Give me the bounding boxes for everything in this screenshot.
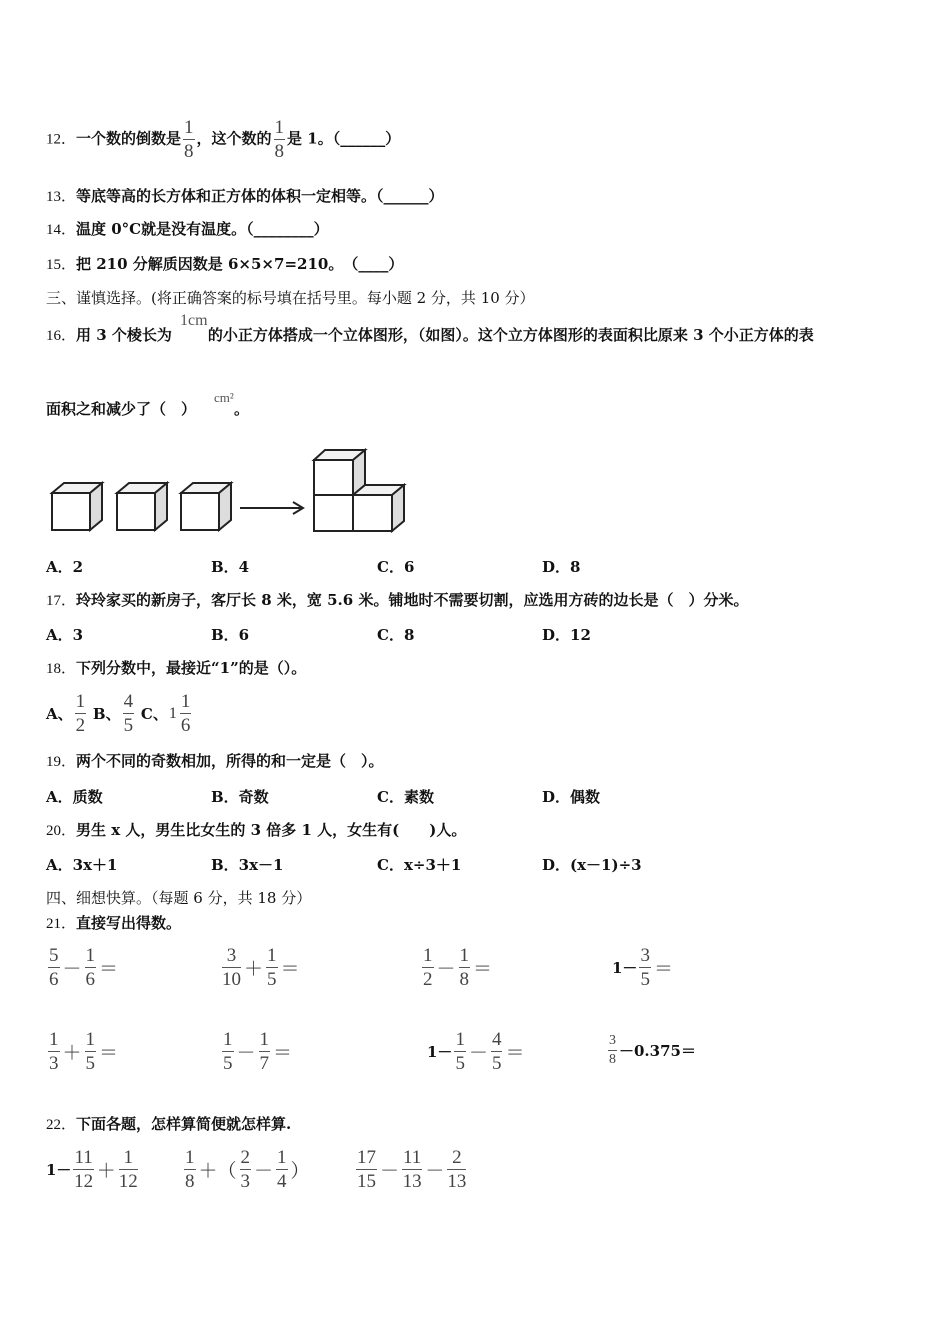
question-18: 18．下列分数中，最接近“1”的是（）。 xyxy=(46,659,307,677)
option-b[interactable]: B．奇数 xyxy=(211,788,269,806)
question-19: 19．两个不同的奇数相加，所得的和一定是（ ）。 xyxy=(46,752,384,770)
calc-expression: $\frac{1}{8}$ ＋（ $\frac{2}{3}$ － $\frac{1}{4}$ ） xyxy=(185,1147,310,1192)
option-a[interactable]: A．3 xyxy=(46,626,84,644)
option-d[interactable]: D．偶数 xyxy=(542,788,601,806)
question-12: 12．一个数的倒数是 $\frac{1}{8}$ ，这个数的 $\frac{1}{8}$ 是 1。（______） xyxy=(46,117,401,162)
section-3-heading: 三、谨慎选择。(将正确答案的标号填在括号里。每小题 2 分，共 10 分） xyxy=(46,289,535,307)
question-20: 20．男生 x 人，男生比女生的 3 倍多 1 人，女生有( )人。 xyxy=(46,821,467,839)
calc-expression: $\frac{3}{10}$ ＋ $\frac{1}{5}$ ＝ xyxy=(222,945,300,990)
option-a[interactable]: A．3x＋1 xyxy=(46,856,118,874)
q18-options: A、 $\frac{1}{2}$ B、 $\frac{4}{5}$ C、1 $\frac{1}{6}$ xyxy=(46,691,191,736)
question-16-line2: 面积之和减少了（ ） 。 xyxy=(46,400,250,418)
calc-expression: 1－ $\frac{1}{5}$ － $\frac{4}{5}$ ＝ xyxy=(427,1029,525,1074)
question-22: 22．下面各题，怎样算简便就怎样算. xyxy=(46,1115,292,1133)
section-4-heading: 四、细想快算。（每题 6 分，共 18 分） xyxy=(46,889,312,907)
fraction-a[interactable]: $\frac{1}{2}$ xyxy=(75,691,86,736)
option-c[interactable]: C．素数 xyxy=(377,788,434,806)
calc-expression: $\frac{1}{2}$ － $\frac{1}{8}$ ＝ xyxy=(423,945,493,990)
option-b[interactable]: B．6 xyxy=(211,626,250,644)
cube-figure xyxy=(40,440,420,540)
question-21: 21．直接写出得数。 xyxy=(46,914,182,932)
calc-expression: 1－ $\frac{11}{12}$ ＋ $\frac{1}{12}$ xyxy=(46,1147,138,1192)
calc-expression: $\frac{17}{15}$ － $\frac{11}{13}$ － $\frac{2}{13}$ xyxy=(357,1147,467,1192)
fraction: $\frac{1}{8}$ xyxy=(274,117,285,162)
option-d[interactable]: D．8 xyxy=(542,558,581,576)
fraction-b[interactable]: $\frac{4}{5}$ xyxy=(123,691,134,736)
option-c[interactable]: C．6 xyxy=(377,558,415,576)
option-a[interactable]: A．2 xyxy=(46,558,84,576)
question-16-line1: 16．用 3 个棱长为 的小正方体搭成一个立体图形，（如图）。这个立方体图形的表面积比原来 3 个小正方体的表 xyxy=(46,326,814,344)
question-13: 13．等底等高的长方体和正方体的体积一定相等。（______） xyxy=(46,187,444,205)
fraction: $\frac{1}{8}$ xyxy=(184,117,194,162)
option-c[interactable]: C．x÷3＋1 xyxy=(377,856,462,874)
unit-cm: 1cm xyxy=(180,312,208,329)
calc-expression: $\frac{5}{6}$ － $\frac{1}{6}$ ＝ xyxy=(49,945,119,990)
calc-expression: $\frac{1}{3}$ ＋ $\frac{1}{5}$ ＝ xyxy=(49,1029,119,1074)
question-15: 15．把 210 分解质因数是 6×5×7=210。 （____） xyxy=(46,255,404,273)
option-c[interactable]: C．8 xyxy=(377,626,415,644)
option-a[interactable]: A．质数 xyxy=(46,788,103,806)
option-d[interactable]: D．(x－1)÷3 xyxy=(542,856,642,874)
question-17: 17．玲玲家买的新房子，客厅长 8 米，宽 5.6 米。铺地时不需要切割，应选用方砖的边长是（ ）分米。 xyxy=(46,591,749,609)
option-b[interactable]: B．3x－1 xyxy=(211,856,284,874)
unit-cm2: cm² xyxy=(214,390,234,405)
question-14: 14．温度 0°C就是没有温度。（________） xyxy=(46,220,329,238)
option-d[interactable]: D．12 xyxy=(542,626,591,644)
option-b[interactable]: B．4 xyxy=(211,558,250,576)
calc-expression: $\frac{1}{5}$ － $\frac{1}{7}$ ＝ xyxy=(223,1029,293,1074)
fraction-c[interactable]: $\frac{1}{6}$ xyxy=(180,691,191,736)
calc-expression: 1－ $\frac{3}{5}$ ＝ xyxy=(612,945,673,990)
cube-front xyxy=(52,493,90,530)
calc-expression: $\frac{3}{8}$ －0.375＝ xyxy=(609,1033,696,1067)
